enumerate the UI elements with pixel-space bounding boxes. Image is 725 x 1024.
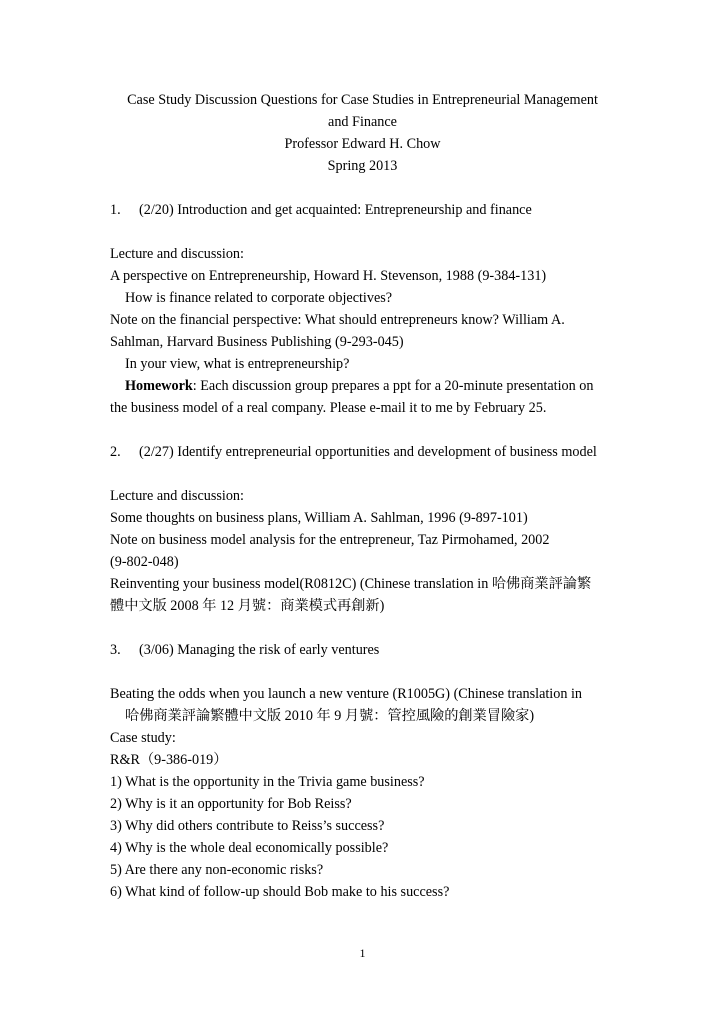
page-number: 1 <box>359 946 366 960</box>
case-study-label: Case study: <box>110 730 176 746</box>
session-1-question-1: How is finance related to corporate objectives? <box>125 290 393 306</box>
session-2-reading-3-cont: 體中文版 2008 年 12 月號：商業模式再創新) <box>110 598 385 614</box>
title-line-2: and Finance <box>328 114 397 130</box>
case-question: 5) Are there any non-economic risks? <box>110 862 324 878</box>
title-line-1: Case Study Discussion Questions for Case Studies in Entrepreneurial Management <box>127 92 598 108</box>
session-1-number: 1. <box>110 202 121 218</box>
session-1-reading-2: Note on the financial perspective: What should entrepreneurs know? William A. <box>110 312 565 328</box>
session-1-reading-2-cont: Sahlman, Harvard Business Publishing (9-293-045) <box>110 334 404 350</box>
case-question: 3) Why did others contribute to Reiss’s success? <box>110 818 385 834</box>
session-1-question-2: In your view, what is entrepreneurship? <box>125 356 350 372</box>
session-2-reading-1: Some thoughts on business plans, William A. Sahlman, 1996 (9-897-101) <box>110 510 528 526</box>
session-1-reading-1: A perspective on Entrepreneurship, Howard H. Stevenson, 1988 (9-384-131) <box>110 268 547 284</box>
session-3-title: (3/06) Managing the risk of early ventures <box>139 642 380 658</box>
session-2-reading-2: Note on business model analysis for the entrepreneur, Taz Pirmohamed, 2002 <box>110 532 550 548</box>
session-1-title: (2/20) Introduction and get acquainted: Entrepreneurship and finance <box>139 202 532 218</box>
session-1-homework <box>125 376 593 396</box>
case-study-title: R&R（9-386-019） <box>110 752 228 768</box>
session-3-reading-1-cont: 哈佛商業評論繁體中文版 2010 年 9 月號：管控風險的創業冒險家) <box>125 708 535 724</box>
case-question: 2) Why is it an opportunity for Bob Reiss? <box>110 796 352 812</box>
session-2-heading: Lecture and discussion: <box>110 488 244 504</box>
session-3-reading-1: Beating the odds when you launch a new venture (R1005G) (Chinese translation in <box>110 686 583 702</box>
session-2-title: (2/27) Identify entrepreneurial opportunities and development of business model <box>139 444 597 460</box>
homework-label: Homework <box>125 378 193 394</box>
case-question: 1) What is the opportunity in the Trivia game business? <box>110 774 425 790</box>
session-1-heading: Lecture and discussion: <box>110 246 244 262</box>
homework-text: : Each discussion group prepares a ppt for a 20-minute presentation on <box>192 378 594 394</box>
session-2-reading-3: Reinventing your business model(R0812C) (Chinese translation in 哈佛商業評論繁 <box>110 576 592 592</box>
case-question: 4) Why is the whole deal economically possible? <box>110 840 389 856</box>
session-2-number: 2. <box>110 444 121 460</box>
session-2-reading-2-code: (9-802-048) <box>110 554 179 570</box>
case-question: 6) What kind of follow-up should Bob make to his success? <box>110 884 450 900</box>
term: Spring 2013 <box>327 158 398 174</box>
professor-name: Professor Edward H. Chow <box>284 136 441 152</box>
session-3-number: 3. <box>110 642 121 658</box>
session-1-homework-cont: the business model of a real company. Please e-mail it to me by February 25. <box>110 400 547 416</box>
